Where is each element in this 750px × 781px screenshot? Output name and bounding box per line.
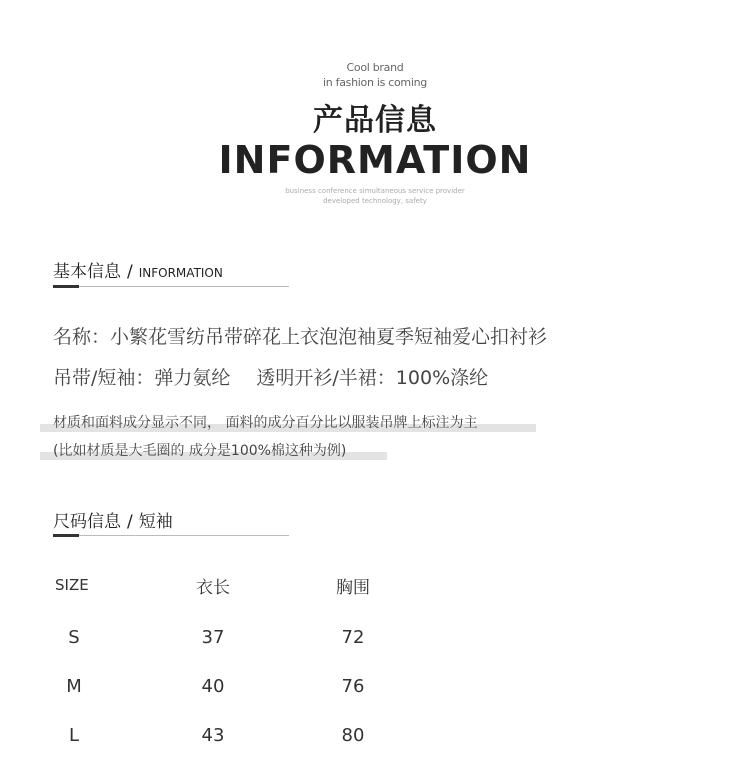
basic-info-heading [53, 257, 223, 281]
length-cell: 37 [201, 627, 225, 648]
size-cell: M [66, 676, 82, 697]
size-info-heading-sub: 短袖 [138, 512, 173, 532]
tiny-caption-line1: business conference simultaneous service provider [285, 187, 465, 195]
size-cell: L [68, 725, 80, 746]
note-line2: (比如材质是大毛圈的 成分是100%棉这种为例) [53, 443, 347, 459]
basic-info-heading-en: INFORMATION [138, 266, 223, 280]
col-header-chest: 胸围 [336, 578, 370, 598]
col-header-size: SIZE [55, 576, 89, 594]
chest-cell: 76 [341, 676, 365, 697]
page-title-cn: 产品信息 [313, 103, 437, 138]
length-cell: 40 [201, 676, 225, 697]
length-cell: 43 [201, 725, 225, 746]
heading-separator: / [127, 512, 133, 532]
note-line1: 材质和面料成分显示不同， 面料的成分百分比以服装吊牌上标注为主 [53, 415, 478, 431]
brand-tagline-line1: Cool brand [346, 61, 404, 74]
material-right: 透明开衫/半裙：100%涤纶 [256, 367, 489, 389]
heading-separator: / [127, 262, 133, 282]
material-left: 吊带/短袖：弹力氨纶 [53, 367, 231, 389]
page-title-en: INFORMATION [218, 138, 532, 182]
size-info-rule-accent [53, 534, 79, 537]
product-name-line: 名称：小繁花雪纺吊带碎花上衣泡泡袖夏季短袖爱心扣衬衫 [53, 326, 548, 348]
size-info-heading-cn: 尺码信息 [53, 512, 121, 532]
size-info-heading [53, 507, 173, 531]
size-info-rule [53, 535, 289, 536]
size-cell: S [68, 627, 80, 648]
chest-cell: 80 [341, 725, 365, 746]
basic-info-rule [53, 286, 289, 287]
brand-tagline-line2: in fashion is coming [323, 76, 427, 89]
material-line [53, 363, 488, 390]
basic-info-rule-accent [53, 285, 79, 288]
col-header-length: 衣长 [196, 578, 230, 598]
basic-info-heading-cn: 基本信息 [53, 262, 121, 282]
chest-cell: 72 [341, 627, 365, 648]
tiny-caption-line2: developed technology, safety [323, 197, 427, 205]
